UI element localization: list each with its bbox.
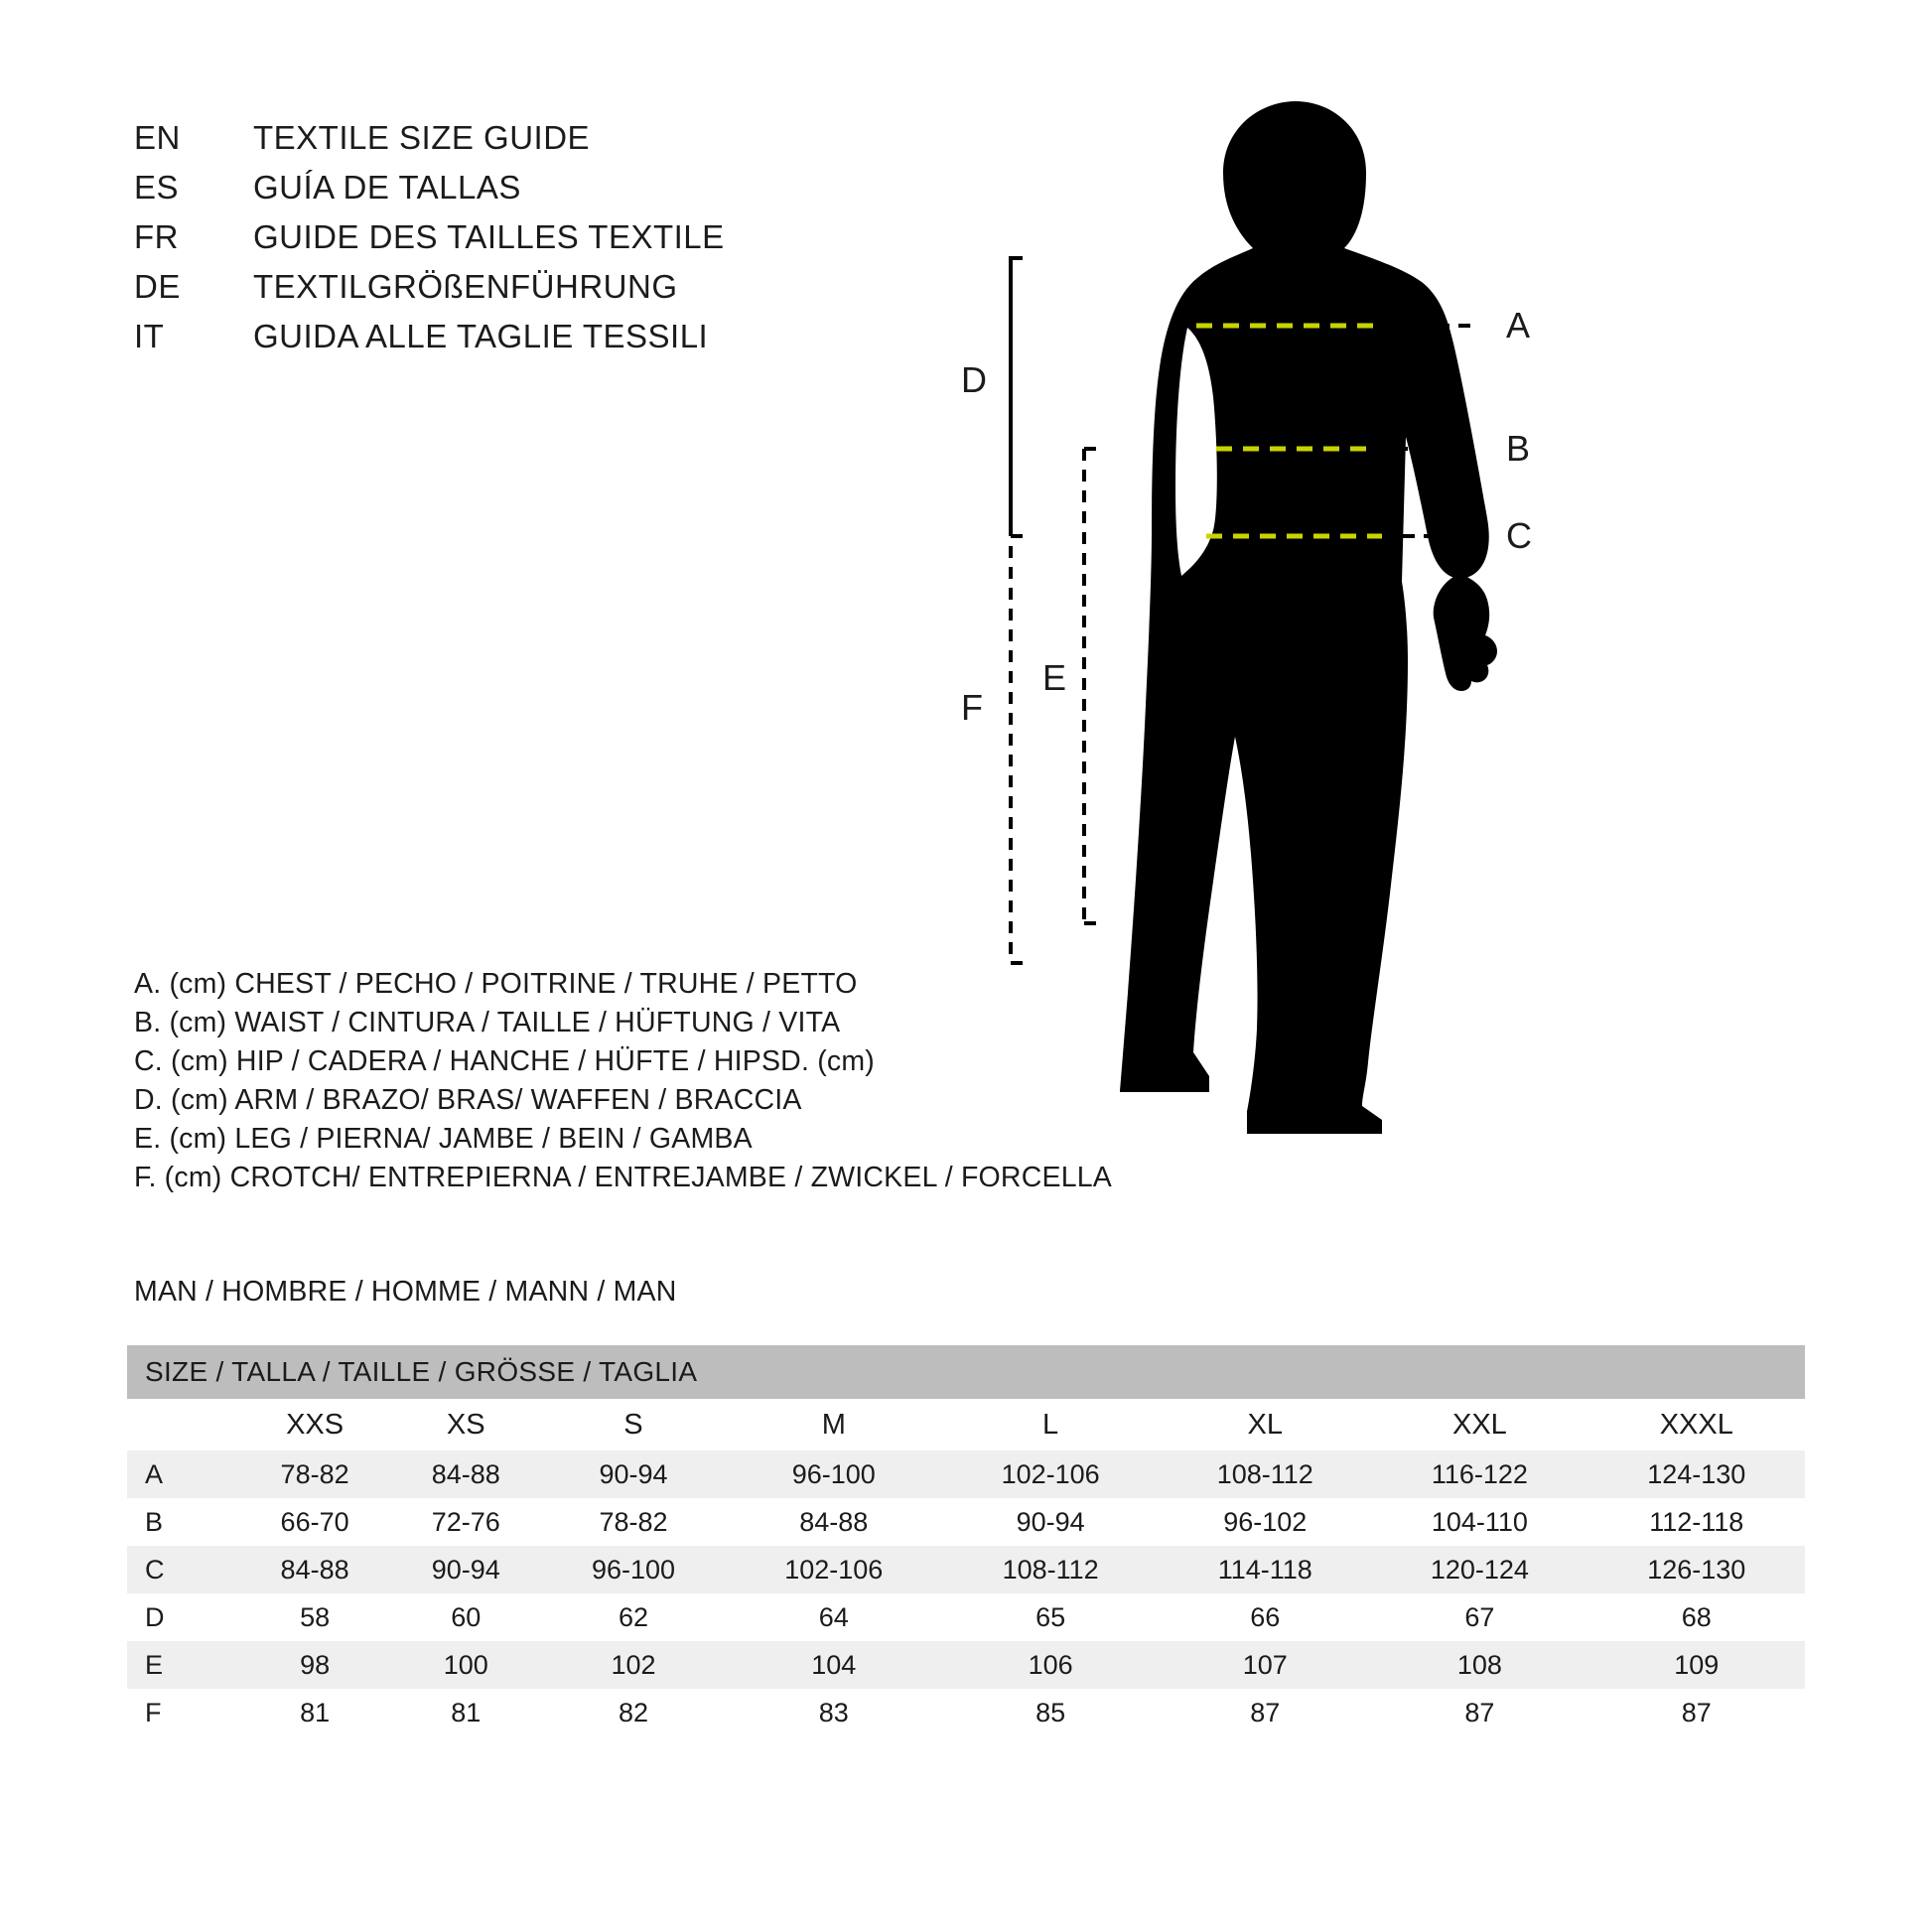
table-cell: 90-94: [942, 1498, 1159, 1546]
callout-label-f: F: [961, 687, 983, 728]
legend-item-f: F. (cm) CROTCH/ ENTREPIERNA / ENTREJAMBE / ZWICKEL / FORCELLA: [134, 1162, 1112, 1193]
table-row-label: B: [127, 1498, 239, 1546]
table-header-row: [127, 1399, 1805, 1450]
table-cell: 107: [1159, 1641, 1371, 1689]
table-row: [127, 1546, 1805, 1593]
table-title-row: [127, 1345, 1805, 1399]
table-col-header: XXL: [1371, 1399, 1587, 1450]
table-cell: 104: [726, 1641, 942, 1689]
table-cell: 84-88: [390, 1450, 541, 1498]
table-cell: 78-82: [239, 1450, 390, 1498]
table-cell: 102-106: [942, 1450, 1159, 1498]
callout-label-b: B: [1506, 428, 1531, 469]
table-row: [127, 1689, 1805, 1736]
callout-label-c: C: [1506, 515, 1532, 556]
table-row: [127, 1593, 1805, 1641]
man-silhouette-icon: [1120, 101, 1497, 1134]
table-cell: 96-100: [726, 1450, 942, 1498]
legend-item-d: D. (cm) ARM / BRAZO/ BRAS/ WAFFEN / BRACCIA: [134, 1084, 802, 1116]
table-cell: 83: [726, 1689, 942, 1736]
table-row-label: F: [127, 1689, 239, 1736]
language-code: DE: [134, 268, 181, 305]
table-col-header: XS: [390, 1399, 541, 1450]
table-cell: 60: [390, 1593, 541, 1641]
table-cell: 98: [239, 1641, 390, 1689]
table-title: SIZE / TALLA / TAILLE / GRÖSSE / TAGLIA: [127, 1345, 1805, 1399]
language-header: [134, 119, 948, 367]
language-row: [134, 268, 948, 318]
table-col-header: S: [541, 1399, 725, 1450]
language-row: [134, 169, 948, 218]
table-cell: 87: [1588, 1689, 1805, 1736]
table-col-header: XL: [1159, 1399, 1371, 1450]
language-title: TEXTILE SIZE GUIDE: [253, 119, 591, 156]
language-code: EN: [134, 119, 181, 156]
table-cell: 108-112: [1159, 1450, 1371, 1498]
table-cell: 78-82: [541, 1498, 725, 1546]
table-cell: 116-122: [1371, 1450, 1587, 1498]
language-title: GUÍA DE TALLAS: [253, 169, 521, 206]
table-cell: 109: [1588, 1641, 1805, 1689]
table-cell: 64: [726, 1593, 942, 1641]
table-col-header: M: [726, 1399, 942, 1450]
table-cell: 84-88: [726, 1498, 942, 1546]
table-cell: 120-124: [1371, 1546, 1587, 1593]
table-corner-cell: [127, 1399, 239, 1450]
table-row-label: E: [127, 1641, 239, 1689]
table-cell: 66-70: [239, 1498, 390, 1546]
table-cell: 108-112: [942, 1546, 1159, 1593]
callout-label-d: D: [961, 359, 987, 400]
legend-item-e: E. (cm) LEG / PIERNA/ JAMBE / BEIN / GAMBA: [134, 1123, 753, 1155]
table-cell: 85: [942, 1689, 1159, 1736]
table-row-label: D: [127, 1593, 239, 1641]
table-cell: 96-102: [1159, 1498, 1371, 1546]
table-cell: 114-118: [1159, 1546, 1371, 1593]
language-title: GUIDA ALLE TAGLIE TESSILI: [253, 318, 709, 354]
callout-label-a: A: [1506, 305, 1531, 345]
language-code: ES: [134, 169, 180, 206]
gender-label: MAN / HOMBRE / HOMME / MANN / MAN: [134, 1276, 677, 1308]
table-cell: 102-106: [726, 1546, 942, 1593]
table-cell: 100: [390, 1641, 541, 1689]
table-row: [127, 1450, 1805, 1498]
table-col-header: L: [942, 1399, 1159, 1450]
legend-item-a: A. (cm) CHEST / PECHO / POITRINE / TRUHE / PETTO: [134, 968, 858, 1000]
table-cell: 68: [1588, 1593, 1805, 1641]
language-code: FR: [134, 218, 179, 255]
table-cell: 58: [239, 1593, 390, 1641]
table-row-label: C: [127, 1546, 239, 1593]
table-row: [127, 1641, 1805, 1689]
bracket-e: [1084, 449, 1096, 923]
table-cell: 106: [942, 1641, 1159, 1689]
bracket-f: [1011, 546, 1023, 963]
table-cell: 87: [1159, 1689, 1371, 1736]
table-cell: 66: [1159, 1593, 1371, 1641]
table-cell: 90-94: [390, 1546, 541, 1593]
table-col-header: XXXL: [1588, 1399, 1805, 1450]
legend-item-b: B. (cm) WAIST / CINTURA / TAILLE / HÜFTUNG / VITA: [134, 1007, 841, 1038]
table-cell: 90-94: [541, 1450, 725, 1498]
table-cell: 82: [541, 1689, 725, 1736]
language-row: [134, 119, 948, 169]
table-cell: 62: [541, 1593, 725, 1641]
table-cell: 87: [1371, 1689, 1587, 1736]
table-cell: 81: [390, 1689, 541, 1736]
table-cell: 96-100: [541, 1546, 725, 1593]
language-code: IT: [134, 318, 165, 354]
table-cell: 81: [239, 1689, 390, 1736]
callout-label-e: E: [1042, 657, 1067, 698]
table-cell: 67: [1371, 1593, 1587, 1641]
language-row: [134, 218, 948, 268]
table-cell: 84-88: [239, 1546, 390, 1593]
table-cell: 65: [942, 1593, 1159, 1641]
table-cell: 124-130: [1588, 1450, 1805, 1498]
size-table: [127, 1345, 1805, 1736]
table-col-header: XXS: [239, 1399, 390, 1450]
table-cell: 108: [1371, 1641, 1587, 1689]
language-title: TEXTILGRÖßENFÜHRUNG: [253, 268, 678, 305]
language-row: [134, 318, 948, 367]
table-cell: 102: [541, 1641, 725, 1689]
table-row-label: A: [127, 1450, 239, 1498]
legend-item-c: C. (cm) HIP / CADERA / HANCHE / HÜFTE / HIPSD. (cm): [134, 1045, 875, 1077]
table-cell: 72-76: [390, 1498, 541, 1546]
table-row: [127, 1498, 1805, 1546]
legend: [134, 968, 1176, 1200]
table-cell: 112-118: [1588, 1498, 1805, 1546]
table-cell: 126-130: [1588, 1546, 1805, 1593]
language-title: GUIDE DES TAILLES TEXTILE: [253, 218, 725, 255]
table-cell: 104-110: [1371, 1498, 1587, 1546]
